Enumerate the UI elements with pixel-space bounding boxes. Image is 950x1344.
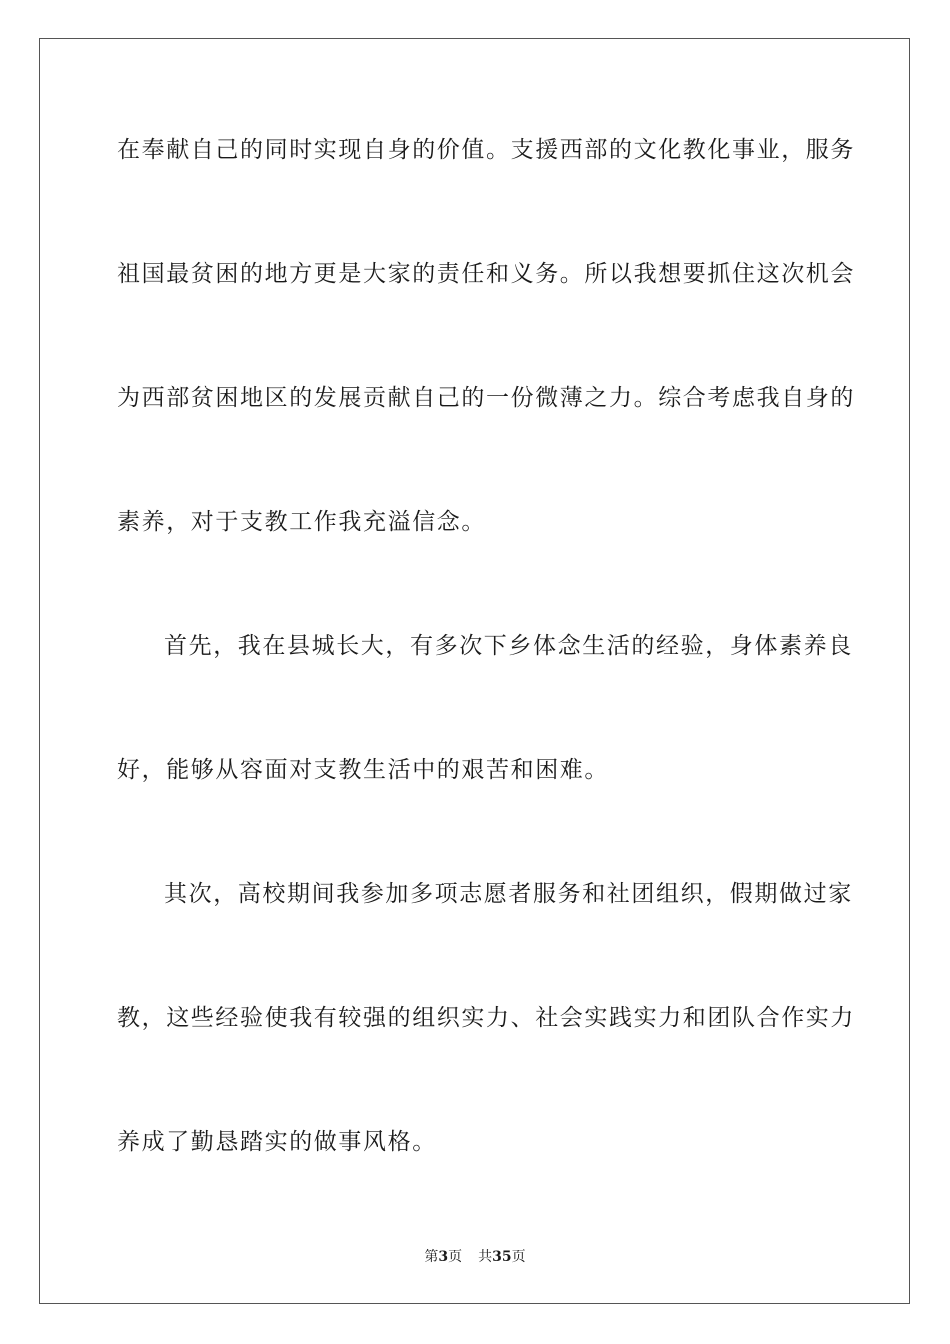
page-border [39,38,910,1304]
body-text-line-3: 为西部贫困地区的发展贡献自己的一份微薄之力。综合考虑我自身的 [117,385,855,411]
body-text-line-8: 教，这些经验使我有较强的组织实力、社会实践实力和团队合作实力 [117,1005,855,1031]
body-text-line-4: 素养，对于支教工作我充溢信念。 [117,509,486,535]
total-prefix: 共 [478,1249,493,1265]
body-text-line-2: 祖国最贫困的地方更是大家的责任和义务。所以我想要抓住这次机会 [117,261,855,287]
total-pages-indicator [478,1248,525,1266]
page-footer [0,1248,950,1266]
body-text-line-6: 好，能够从容面对支教生活中的艰苦和困难。 [117,757,609,783]
total-suffix: 页 [511,1249,526,1265]
page-indicator [424,1248,462,1266]
body-text-line-7: 其次，高校期间我参加多项志愿者服务和社团组织，假期做过家 [164,881,853,907]
body-text-line-9: 养成了勤恳踏实的做事风格。 [117,1129,437,1155]
body-text-line-1: 在奉献自己的同时实现自身的价值。支援西部的文化教化事业，服务 [117,137,855,163]
page-number: 3 [438,1249,449,1265]
page-suffix: 页 [448,1249,463,1265]
body-text-line-5: 首先，我在县城长大，有多次下乡体念生活的经验，身体素养良 [164,633,853,659]
page-prefix: 第 [424,1249,439,1265]
total-number: 35 [492,1249,512,1265]
